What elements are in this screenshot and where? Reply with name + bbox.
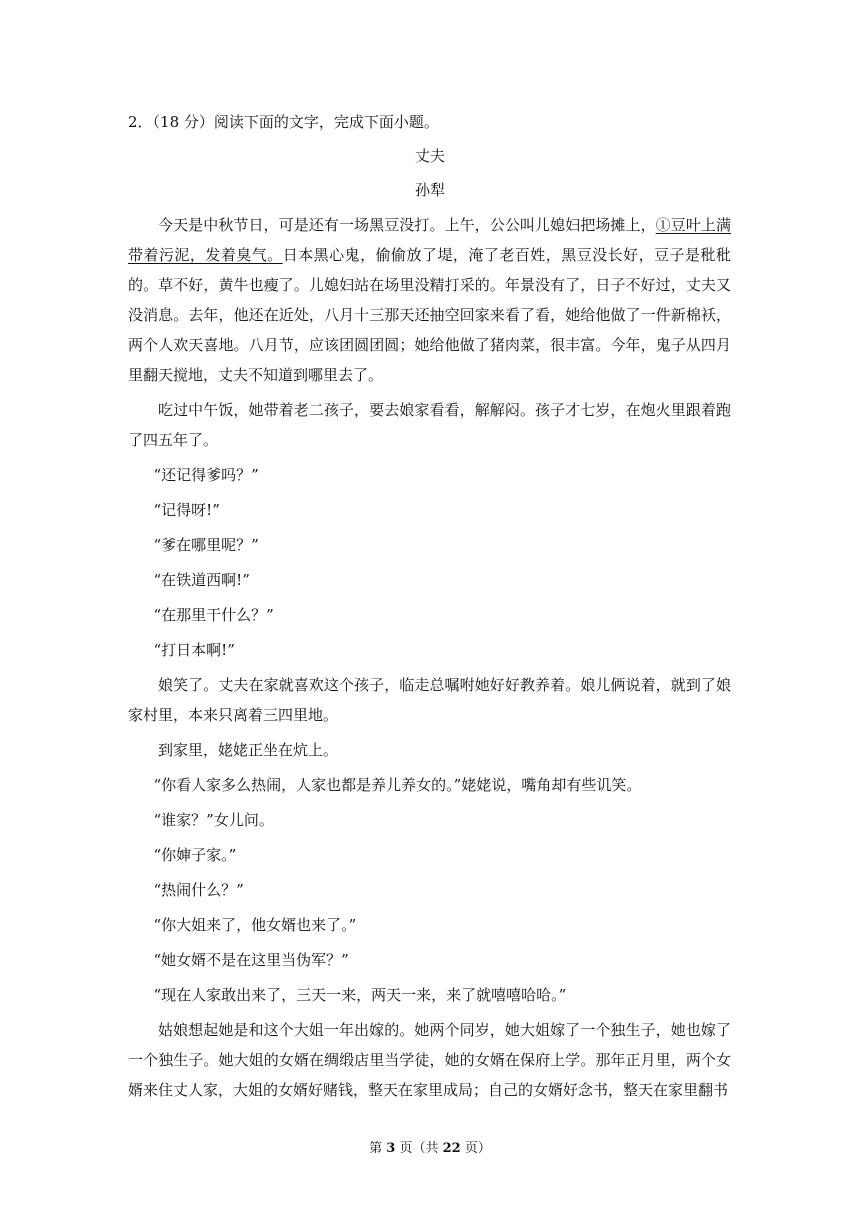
article-author: 孙犁	[414, 181, 445, 199]
underlined-sentence-1: ①豆叶上满带着污泥，发着臭气。	[128, 216, 731, 264]
dialog-line: “打日本啊!”	[153, 641, 235, 659]
footer-total-pages: 22	[442, 1141, 461, 1156]
dialog-line: “谁家？”女儿问。	[153, 811, 274, 829]
dialog-line: “记得呀!”	[153, 501, 220, 519]
paragraph-10: 到家里，姥姥正坐在炕上。	[158, 741, 339, 759]
dialog-line: “还记得爹吗？”	[153, 466, 259, 484]
question-header: 2．（18 分）阅读下面的文字，完成下面小题。	[128, 113, 439, 131]
dialog-line: “在那里干什么？”	[153, 606, 274, 624]
dialog-line: “现在人家敢出来了，三天一来，两天一来，来了就嘻嘻哈哈。”	[153, 986, 567, 1004]
dialog-line: “在铁道西啊!”	[153, 571, 250, 589]
paragraph-1-text-after: 日本黑心鬼，偷偷放了堤，淹了老百姓，黑豆没长好，豆子是秕秕的。草不好，黄牛也瘦了。儿媳妇站在场里没精打采的。年景没有了，日子不好过，丈夫又没消息。去年，他还在近处，八月十三那天还抽空回家来看了看，她给他做了一件新棉袄，两个人欢天喜地。八月节，应该团圆团圆；她给他做了猪肉菜，很丰富。今年，鬼子从四月里翻天搅地，丈夫不知道到哪里去了。	[128, 246, 731, 384]
footer-middle: 页（共	[395, 1141, 443, 1156]
dialog-line: “你大姐来了，他女婿也来了。”	[153, 916, 357, 934]
footer-suffix: 页）	[460, 1141, 491, 1156]
paragraph-18: 姑娘想起她是和这个大姐一年出嫁的。她两个同岁，她大姐嫁了一个独生子，她也嫁了一个独生子。她大姐的女婿在绸缎店里当学徒，她的女婿在保府上学。那年正月里，两个女婿来住丈人家，大姐的女婿好赌钱，整天在家里成局；自己的女婿好念书，整天在家里翻书	[128, 1021, 731, 1099]
footer-page-number: 3	[386, 1141, 396, 1156]
page-footer	[0, 1140, 860, 1158]
dialog-line: “热闹什么？”	[153, 881, 244, 899]
paragraph-2: 吃过中午饭，她带着老二孩子，要去娘家看看，解解闷。孩子才七岁，在炮火里跟着跑了四五年了。	[128, 401, 731, 449]
paragraph-1	[128, 210, 731, 390]
dialog-line: “爹在哪里呢？”	[153, 536, 259, 554]
dialog-line: “她女婿不是在这里当伪军？”	[153, 951, 349, 969]
article-body	[128, 210, 731, 1110]
footer-prefix: 第	[369, 1141, 387, 1156]
dialog-line: “你婶子家。”	[153, 846, 237, 864]
paragraph-9: 娘笑了。丈夫在家就喜欢这个孩子，临走总嘱咐她好好教养着。娘儿俩说着，就到了娘家村里，本来只离着三四里地。	[128, 676, 731, 724]
paragraph-1-text-before: 今天是中秋节日，可是还有一场黑豆没打。上午，公公叫儿媳妇把场摊上，	[158, 216, 656, 234]
dialog-line: “你看人家多么热闹，人家也都是养儿养女的。”姥姥说，嘴角却有些讥笑。	[153, 776, 642, 794]
article-title: 丈夫	[414, 147, 445, 165]
